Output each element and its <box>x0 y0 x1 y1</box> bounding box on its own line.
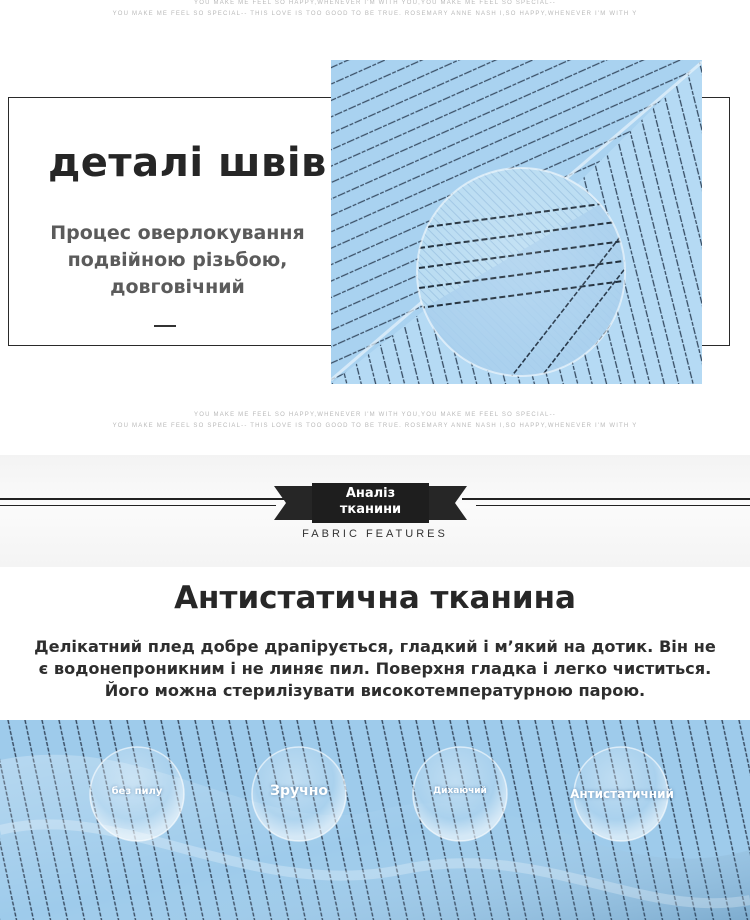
band-line-right-thin <box>476 505 750 506</box>
bubble-label-comfortable: Зручно <box>270 783 328 799</box>
tagline-mid-1: YOU MAKE ME FEEL SO HAPPY,WHENEVER I'M WITH YOU,YOU MAKE ME FEEL SO SPECIAL-- <box>194 412 556 418</box>
band-line-right <box>462 498 750 500</box>
band-line-left-thin <box>0 505 276 506</box>
antistatic-title: Антистатична тканина <box>174 580 576 616</box>
band-line-left <box>0 498 290 500</box>
ribbon-tail-left <box>274 486 314 520</box>
ribbon-tail-right <box>427 486 467 520</box>
tagline-mid-2: YOU MAKE ME FEEL SO SPECIAL-- THIS LOVE IS TOO GOOD TO BE TRUE. ROSEMARY ANNE NASH I,SO HAPPY,WHENEVER I'M WITH Y <box>112 423 638 429</box>
bubble-label-antistatic: Антистатичний <box>570 787 674 801</box>
decorative-dash <box>154 325 176 327</box>
tagline-top-2: YOU MAKE ME FEEL SO SPECIAL-- THIS LOVE IS TOO GOOD TO BE TRUE. ROSEMARY ANNE NASH I,SO HAPPY,WHENEVER I'M WITH Y <box>112 11 638 17</box>
seam-details-title: деталі швів <box>48 140 327 186</box>
seam-closeup-image <box>331 60 702 384</box>
fabric-texture-image <box>0 720 750 920</box>
tagline-top-1: YOU MAKE ME FEEL SO HAPPY,WHENEVER I'M WITH YOU,YOU MAKE ME FEEL SO SPECIAL-- <box>194 0 556 6</box>
fabric-analysis-ribbon <box>312 483 429 523</box>
antistatic-description-line-3: Його можна стерилізувати високотемпературною парою. <box>104 681 646 700</box>
seam-closeup-illustration <box>331 60 702 384</box>
fabric-texture-illustration <box>0 720 750 920</box>
seam-details-description: Процес оверлокування подвійною різьбою, довговічний <box>50 222 305 298</box>
ribbon-label-line-2: тканини <box>339 502 402 517</box>
ribbon-label-line-1: Аналіз <box>345 486 396 501</box>
antistatic-description-line-1: Делікатний плед добре драпірується, гладкий і м’який на дотик. Він не <box>34 637 716 656</box>
antistatic-description <box>0 636 750 702</box>
bubble-label-dust-free: без пилу <box>111 786 163 797</box>
bubble-label-breathable: Дихаючий <box>433 786 487 796</box>
fabric-features-subtitle: FABRIC FEATURES <box>302 528 448 540</box>
antistatic-description-line-2: є водонепроникним і не линяє пил. Поверхня гладка і легко чиститься. <box>38 659 712 678</box>
